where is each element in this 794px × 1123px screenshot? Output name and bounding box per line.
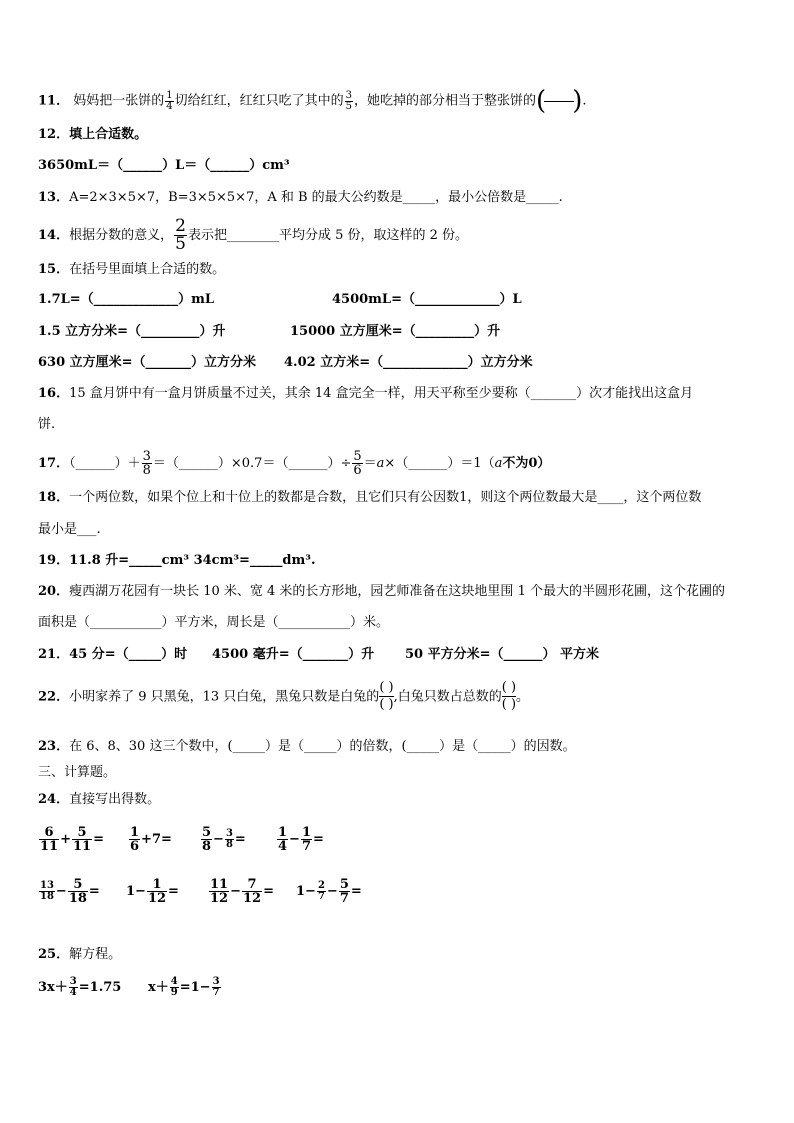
question-number: 13．: [38, 190, 70, 205]
q24-row2-item4[interactable]: 1− $\frac{2}{7}$ − $\frac{5}{7}$ =: [296, 877, 362, 906]
question-text: A=2×3×5×7，B=3×5×5×7，A 和 B 的最大公约数是_____，最小公倍数是_____.: [69, 190, 563, 205]
question-title: 在括号里面填上合适的数。: [69, 262, 226, 277]
question-16-cont: 饼.: [38, 417, 56, 432]
q15-row3-right[interactable]: 4.02 立方米=（_____________）立方分米: [284, 355, 533, 370]
question-number: 19．: [38, 553, 70, 568]
question-text: 一个两位数，如果个位上和十位上的数都是合数，且它们只有公因数1，则这个两位数最大是____，这个两位数: [69, 490, 702, 505]
question-text: 瘦西湖万花园有一块长 10 米、宽 4 米的长方形地，园艺师准备在这块地里围 1 个最大的半圆形花圃，这个花圃的: [69, 584, 725, 599]
question-number: 21．: [38, 647, 70, 662]
equation-2[interactable]: x＋ $\frac{4}{9}$ =1− $\frac{3}{7}$: [148, 976, 220, 998]
question-title: 填上合适数。: [69, 127, 148, 142]
q15-row1-right[interactable]: 4500mL=（_____________）L: [332, 292, 522, 307]
question-number: 17．: [38, 456, 70, 471]
question-13[interactable]: [38, 191, 563, 204]
question-title: 直接写出得数。: [69, 792, 161, 807]
question-25: [38, 948, 121, 961]
question-12: [38, 128, 147, 141]
question-20-cont[interactable]: 面积是（___________）平方米，周长是（___________）米。: [38, 615, 390, 630]
question-21[interactable]: 21．45 分=（_____）时: [38, 647, 188, 662]
q15-row2-right[interactable]: 15000 立方厘米=（_________）升: [290, 324, 501, 339]
q24-row1-item2[interactable]: $\frac{1}{6}$ +7=: [130, 825, 172, 854]
question-number: 22．: [38, 689, 70, 705]
question-23[interactable]: [38, 740, 576, 753]
q24-row2-item2[interactable]: 1− $\frac{1}{12}$ =: [126, 877, 179, 906]
question-11: 11． 妈妈把一张饼的 $\frac{1}{4}$ 切给红红，红红只吃了其中的 $\frac{3}{5}$ ，她吃掉的部分相当于整张饼的( ).: [38, 86, 587, 116]
question-title: 解方程。: [69, 947, 122, 962]
question-text: 在 6、8、30 这三个数中，(_____）是（_____）的倍数，(_____）是（_____）的因数。: [69, 739, 576, 754]
question-18[interactable]: [38, 491, 701, 504]
q24-row1-item1[interactable]: $\frac{6}{11}$ + $\frac{5}{11}$ =: [40, 825, 104, 854]
question-text: 切给红红，红红只吃了其中的: [174, 93, 344, 109]
question-number: 12．: [38, 127, 70, 142]
q15-row1-left[interactable]: 1.7L=（_____________）mL: [38, 292, 215, 307]
question-number: 15．: [38, 262, 70, 277]
question-text: 11.8 升=_____cm³ 34cm³=_____dm³.: [69, 553, 316, 568]
fraction: $\frac{5}{6}$: [353, 449, 362, 478]
question-18-cont[interactable]: 最小是___.: [38, 522, 101, 537]
q24-row2-item1[interactable]: $\frac{13}{18}$ − $\frac{5}{18}$ =: [40, 877, 100, 906]
blank-line: [544, 101, 574, 102]
q15-row3-left[interactable]: 630 立方厘米=（_______）立方分米: [38, 355, 257, 370]
question-22[interactable]: 22．小明家养了 9 只黑兔，13 只白兔，黑兔只数是白兔的 ( ) ( ) ,白兔只数占总数的 ( ) ( ) 。: [38, 680, 530, 713]
question-text: 妈妈把一张饼的: [73, 93, 165, 109]
question-20: [38, 585, 725, 598]
question-text: 小明家养了 9 只黑兔，13 只白兔，黑兔只数是白兔的: [69, 689, 380, 705]
fraction: $\frac{3}{5}$: [345, 89, 353, 112]
answer-fraction-blank[interactable]: ( ) ( ): [501, 680, 517, 713]
question-15: [38, 263, 225, 276]
question-number: 16．: [38, 386, 70, 401]
question-number: 11．: [38, 93, 70, 109]
q15-row2-left[interactable]: 1.5 立方分米=（_________）升: [38, 324, 226, 339]
question-number: 18．: [38, 490, 70, 505]
question-number: 20．: [38, 584, 70, 599]
question-number: 24．: [38, 792, 70, 807]
question-16[interactable]: [38, 387, 693, 400]
question-text: 根据分数的意义，: [69, 228, 174, 243]
question-number: 25．: [38, 947, 70, 962]
question-17[interactable]: 17．（______）＋ $\frac{3}{8}$ ＝（______）×0.7＝（______）÷ $\frac{5}{6}$ ＝a×（______）＝1（a不为0）: [38, 449, 551, 478]
question-text: 表示把________平均分成 5 份，取这样的 2 份。: [187, 228, 469, 243]
question-number: 14．: [38, 228, 70, 243]
question-24: [38, 793, 160, 806]
equation-1[interactable]: 3x＋ $\frac{3}{4}$ =1.75: [38, 976, 122, 998]
fraction: $\frac{2}{5}$: [175, 216, 186, 254]
section-heading: 三、计算题。: [38, 765, 117, 780]
q24-row2-item3[interactable]: $\frac{11}{12}$ − $\frac{7}{12}$ =: [210, 877, 274, 906]
q24-row1-item4[interactable]: $\frac{1}{4}$ − $\frac{1}{7}$ =: [278, 825, 324, 854]
question-text: ，她吃掉的部分相当于整张饼的: [354, 93, 537, 109]
question-14[interactable]: [38, 218, 468, 253]
fraction: $\frac{1}{4}$: [166, 89, 173, 112]
q24-row1-item3[interactable]: $\frac{5}{8}$ − $\frac{3}{8}$ =: [202, 825, 246, 854]
question-number: 23．: [38, 739, 70, 754]
question-text: 15 盒月饼中有一盒月饼质量不过关，其余 14 盒完全一样，用天平称至少要称（_______）次才能找出这盒月: [69, 386, 694, 401]
answer-fraction-blank[interactable]: ( ) ( ): [379, 680, 394, 713]
fraction: $\frac{3}{8}$: [142, 449, 151, 478]
question-19[interactable]: [38, 554, 315, 567]
question-12-line[interactable]: 3650mL＝（______）L＝（______）cm³: [38, 158, 290, 173]
question-21-b[interactable]: 4500 毫升=（_______）升: [212, 647, 375, 662]
answer-blank[interactable]: (: [536, 86, 547, 116]
question-21-c[interactable]: 50 平方分米=（______） 平方米: [405, 647, 600, 662]
